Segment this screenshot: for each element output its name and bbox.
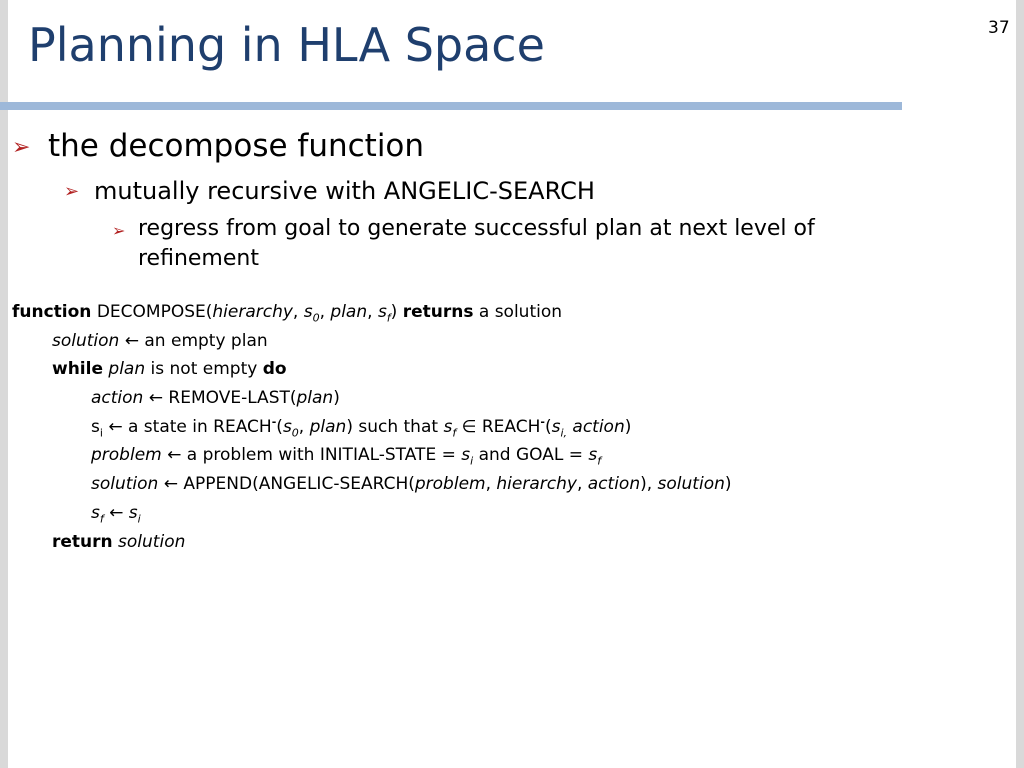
bullet-arrow-icon: ➢ bbox=[12, 135, 31, 160]
keyword: function bbox=[12, 302, 92, 322]
subscript: f bbox=[386, 311, 391, 325]
algo-line-7 bbox=[12, 470, 732, 499]
variable: hierarchy bbox=[212, 302, 293, 322]
algo-line-1 bbox=[12, 298, 732, 327]
variable: solution bbox=[91, 474, 159, 495]
bullet-level-1 bbox=[12, 126, 424, 168]
variable: plan bbox=[309, 416, 347, 437]
algo-text: ), bbox=[640, 474, 658, 495]
subscript: f bbox=[452, 426, 457, 440]
algo-line-5 bbox=[12, 413, 732, 442]
bullet-arrow-icon: ➢ bbox=[64, 181, 80, 202]
algo-text: APPEND(ANGELIC-SEARCH( bbox=[183, 474, 415, 495]
algo-text: an empty plan bbox=[144, 330, 268, 351]
variable: solution bbox=[657, 474, 725, 495]
bullet-text: the decompose function bbox=[48, 128, 425, 164]
variable: s bbox=[588, 445, 598, 466]
algo-text: a problem with INITIAL-STATE = bbox=[186, 445, 462, 466]
assign-arrow: ← bbox=[119, 330, 145, 351]
assign-arrow: ← bbox=[161, 445, 187, 466]
algo-text: ) such that bbox=[346, 416, 444, 437]
variable: s bbox=[461, 445, 471, 466]
subscript: f bbox=[99, 512, 104, 526]
algo-text: a state in REACH bbox=[127, 416, 272, 437]
variable: problem bbox=[414, 474, 486, 495]
algo-text: a solution bbox=[473, 302, 563, 322]
subscript: i bbox=[470, 454, 474, 468]
decompose-algorithm bbox=[12, 298, 732, 556]
variable: action bbox=[587, 474, 641, 495]
keyword: do bbox=[262, 359, 287, 380]
algo-text: ( bbox=[544, 416, 552, 437]
keyword: returns bbox=[402, 302, 474, 322]
algo-line-6 bbox=[12, 441, 732, 470]
algo-text: , bbox=[485, 474, 497, 495]
bullet-level-3 bbox=[112, 214, 942, 274]
algo-text: , bbox=[292, 302, 304, 322]
variable: action bbox=[572, 416, 625, 437]
assign-arrow: ← bbox=[102, 416, 128, 437]
page-title: Planning in HLA Space bbox=[28, 18, 545, 72]
variable: s bbox=[551, 416, 561, 437]
subscript: f bbox=[597, 454, 602, 468]
algo-text: , bbox=[576, 474, 588, 495]
algo-text: REMOVE-LAST( bbox=[168, 388, 297, 409]
algo-text: DECOMPOSE( bbox=[96, 302, 213, 322]
algo-text: , bbox=[298, 416, 310, 437]
algo-text: ) bbox=[724, 474, 732, 495]
variable: s bbox=[282, 416, 292, 437]
assign-arrow: ← bbox=[143, 388, 169, 409]
algo-text: ) bbox=[333, 388, 340, 409]
variable: action bbox=[91, 388, 144, 409]
keyword: return bbox=[52, 531, 113, 552]
variable: s bbox=[91, 502, 100, 523]
assign-arrow: ← bbox=[158, 474, 184, 495]
subscript: i, bbox=[560, 426, 567, 440]
variable: s bbox=[303, 302, 313, 322]
variable: hierarchy bbox=[496, 474, 577, 495]
algo-text: , bbox=[367, 302, 378, 322]
algo-text: ) bbox=[624, 416, 632, 437]
algo-line-9 bbox=[12, 528, 732, 557]
algo-line-4 bbox=[12, 384, 732, 413]
algo-text: , bbox=[319, 302, 331, 322]
variable: solution bbox=[118, 531, 186, 552]
variable: s bbox=[443, 416, 453, 437]
algo-line-8 bbox=[12, 499, 732, 528]
algo-line-2 bbox=[12, 327, 732, 356]
variable: s bbox=[128, 502, 138, 523]
variable: s bbox=[377, 302, 387, 322]
left-edge-bar bbox=[0, 0, 8, 768]
slide-number: 37 bbox=[988, 18, 1010, 38]
variable: plan bbox=[108, 359, 146, 380]
subscript: 0 bbox=[291, 426, 299, 440]
variable: problem bbox=[91, 445, 162, 466]
superscript: - bbox=[540, 415, 545, 429]
algo-text: s bbox=[91, 416, 100, 437]
bullet-level-2 bbox=[64, 174, 595, 209]
algo-text: ( bbox=[276, 416, 283, 437]
keyword: while bbox=[52, 359, 103, 380]
element-of-symbol: ∈ bbox=[456, 416, 482, 437]
subscript: 0 bbox=[312, 311, 320, 325]
variable: plan bbox=[296, 388, 334, 409]
bullet-text: mutually recursive with ANGELIC-SEARCH bbox=[94, 177, 595, 205]
superscript: - bbox=[271, 415, 277, 429]
variable: plan bbox=[330, 302, 368, 322]
variable: solution bbox=[52, 330, 120, 351]
algo-line-3 bbox=[12, 355, 732, 384]
subscript: i bbox=[137, 512, 141, 526]
subscript: i bbox=[99, 426, 103, 440]
algo-text: and GOAL = bbox=[473, 445, 589, 466]
algo-text: REACH bbox=[481, 416, 541, 437]
bullet-text: regress from goal to generate successful plan at next level of refinement bbox=[138, 216, 815, 271]
title-divider bbox=[0, 102, 902, 110]
assign-arrow: ← bbox=[103, 502, 129, 523]
algo-text: is not empty bbox=[145, 359, 263, 380]
bullet-arrow-icon: ➢ bbox=[112, 221, 126, 240]
right-edge-bar bbox=[1016, 0, 1024, 768]
algo-text: ) bbox=[390, 302, 398, 322]
